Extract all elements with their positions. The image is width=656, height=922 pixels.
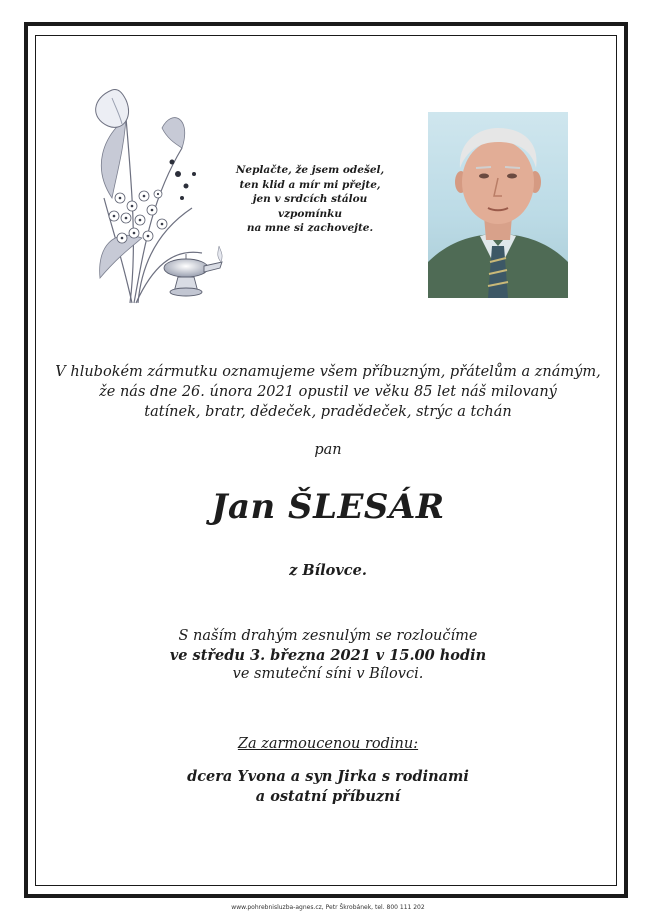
announcement-line: že nás dne 26. února 2021 opustil ve věku 85 let náš milovaný [99,384,557,400]
memorial-poem [222,163,398,236]
poem-line: Neplačte, že jsem odešel, [235,164,385,176]
portrait-photo [428,112,568,298]
death-announcement [40,362,616,422]
title-word: pan [314,442,342,458]
farewell-line: S naším drahým zesnulým se rozloučíme [178,628,478,644]
family-label: Za zarmoucenou rodinu: [237,736,419,752]
deceased-name: Jan ŠLESÁR [211,487,445,527]
farewell-date: ve středu 3. března 2021 v 15.00 hodin [169,647,487,664]
calla-lily-bouquet-icon [82,78,232,308]
farewell-details [40,627,616,684]
footer-contact: www.pohrebnisluzba-agnes.cz, Petr Škrobánek, tel. 800 111 202 [231,904,425,911]
poem-line: ten klid a mír mi přejte, [239,178,381,191]
poem-line: na mne si zachovejte. [246,222,374,234]
announcement-line: tatínek, bratr, dědeček, pradědeček, strýc a tchán [144,404,512,420]
farewell-place: ve smuteční síni v Bílovci. [232,666,424,682]
family-line: dcera Yvona a syn Jirka s rodinami [187,768,469,785]
announcement-line: V hlubokém zármutku oznamujeme všem příbuzným, přátelům a známým, [55,364,601,380]
poem-line: jen v srdcích stálou vzpomínku [252,193,368,220]
family-line: a ostatní příbuzní [255,788,401,805]
family-list [40,767,616,807]
origin: z Bílovce. [289,562,367,579]
